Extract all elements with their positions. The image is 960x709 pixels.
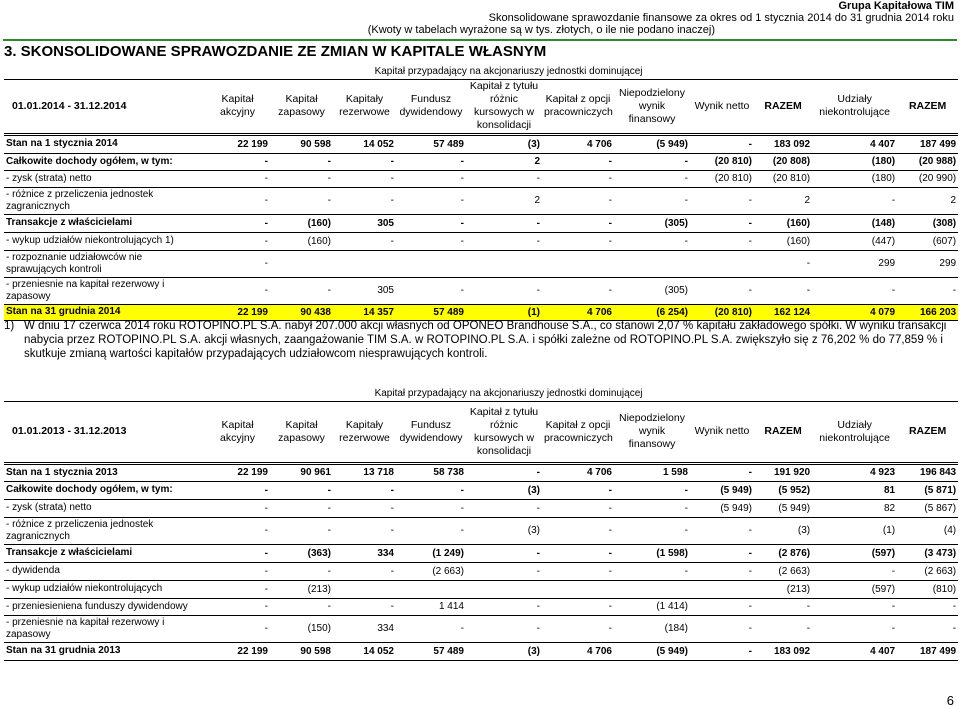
cell-value: - [270,598,333,615]
row-label: Stan na 31 grudnia 2014 [4,304,205,320]
cell-value: (20 808) [754,153,812,170]
cell-value: 183 092 [754,642,812,660]
cell-value: (5 952) [754,481,812,499]
cell-value: (5 949) [614,642,690,660]
cell-value: - [333,598,396,615]
cell-value: 196 843 [897,463,958,481]
cell-value [690,250,754,277]
cell-value: - [466,232,542,250]
cell-value: - [205,562,270,580]
table-row [4,134,958,153]
cell-value: (20 810) [690,153,754,170]
cell-value: - [205,544,270,562]
equity-changes-table-2014 [4,64,958,321]
cell-value: - [754,615,812,642]
cell-value: (810) [897,580,958,598]
cell-value: (160) [270,214,333,232]
cell-value: - [270,499,333,517]
col-header: Kapitał zapasowy [270,401,333,463]
cell-value [690,580,754,598]
cell-value: - [466,214,542,232]
cell-value: - [205,187,270,214]
cell-value: 183 092 [754,134,812,153]
company-name: Grupa Kapitałowa TIM [838,0,954,12]
cell-value: - [396,232,466,250]
cell-value: (3) [466,642,542,660]
cell-value: 1 414 [396,598,466,615]
cell-value: (20 810) [754,170,812,187]
cell-value: (180) [812,153,897,170]
cell-value: - [396,277,466,304]
cell-value: - [333,562,396,580]
cell-value: - [270,562,333,580]
period-label: 01.01.2014 - 31.12.2014 [4,79,205,134]
cell-value: - [333,153,396,170]
row-label: Całkowite dochody ogółem, w tym: [4,481,205,499]
table-row [4,544,958,562]
table-row [4,499,958,517]
cell-value: - [614,481,690,499]
cell-value: (3) [466,134,542,153]
cell-value: (213) [754,580,812,598]
cell-value: - [542,598,614,615]
cell-value: - [690,214,754,232]
table-row [4,170,958,187]
col-header: Kapitał z opcji pracowniczych [542,401,614,463]
col-header: Wynik netto [690,401,754,463]
table-row [4,598,958,615]
cell-value: (5 949) [690,499,754,517]
cell-value: 22 199 [205,304,270,320]
cell-value: 57 489 [396,304,466,320]
cell-value: - [466,615,542,642]
cell-value: - [270,277,333,304]
period-label: 01.01.2013 - 31.12.2013 [4,401,205,463]
row-label: - różnice z przeliczenia jednostek zagranicznych [4,517,205,544]
cell-value: - [396,517,466,544]
header-divider [3,39,957,41]
cell-value: (3) [466,517,542,544]
footnote-number: 1) [4,320,15,332]
cell-value: (447) [812,232,897,250]
cell-value: - [542,153,614,170]
cell-value: (4) [897,517,958,544]
cell-value: 1 598 [614,463,690,481]
cell-value [466,580,542,598]
cell-value: - [466,463,542,481]
cell-value: - [754,250,812,277]
cell-value: - [333,170,396,187]
report-subtitle: Skonsolidowane sprawozdanie finansowe za okres od 1 stycznia 2014 do 31 grudnia 2014 roku [488,12,954,24]
cell-value [333,580,396,598]
row-label: Stan na 1 stycznia 2014 [4,134,205,153]
cell-value: - [897,598,958,615]
row-label: Transakcje z właścicielami [4,214,205,232]
cell-value: 334 [333,544,396,562]
col-header: Fundusz dywidendowy [396,401,466,463]
cell-value [270,250,333,277]
cell-value: (1) [812,517,897,544]
cell-value [466,250,542,277]
cell-value: 4 407 [812,134,897,153]
cell-value: - [897,277,958,304]
cell-value: - [542,544,614,562]
cell-value: - [542,481,614,499]
row-label: Stan na 1 stycznia 2013 [4,463,205,481]
group-label: Kapitał przypadający na akcjonariuszy jednostki dominującej [205,64,812,79]
cell-value: - [205,277,270,304]
row-label: - wykup udziałów niekontrolujących 1) [4,232,205,250]
cell-value: - [614,517,690,544]
cell-value: (160) [754,214,812,232]
cell-value: - [542,517,614,544]
cell-value: - [205,170,270,187]
cell-value: - [690,562,754,580]
cell-value: - [614,232,690,250]
cell-value [614,250,690,277]
cell-value: 191 920 [754,463,812,481]
row-label: Transakcje z właścicielami [4,544,205,562]
table-row [4,615,958,642]
cell-value: - [466,598,542,615]
cell-value: (6 254) [614,304,690,320]
table-row [4,232,958,250]
cell-value: (150) [270,615,333,642]
cell-value: 90 961 [270,463,333,481]
cell-value: (5 949) [614,134,690,153]
cell-value: - [690,598,754,615]
cell-value: - [542,615,614,642]
col-header: Udziały niekontrolujące [812,401,897,463]
cell-value: - [205,580,270,598]
cell-value: - [690,187,754,214]
cell-value: 2 [754,187,812,214]
footnote [4,319,954,361]
col-header: Kapitały rezerwowe [333,79,396,134]
cell-value: 90 598 [270,642,333,660]
cell-value: - [396,153,466,170]
cell-value: (184) [614,615,690,642]
cell-value: - [270,170,333,187]
cell-value [542,580,614,598]
cell-value: (5 949) [690,481,754,499]
table-row [4,277,958,304]
cell-value: (305) [614,214,690,232]
cell-value: (1 598) [614,544,690,562]
row-label: - dywidenda [4,562,205,580]
row-label: - zysk (strata) netto [4,170,205,187]
cell-value: - [614,562,690,580]
cell-value: 305 [333,277,396,304]
table-row [4,562,958,580]
cell-value: 57 489 [396,134,466,153]
cell-value: 14 052 [333,134,396,153]
cell-value: - [542,214,614,232]
cell-value: - [754,598,812,615]
amounts-note: (Kwoty w tabelach wyrażone są w tys. złotych, o ile nie podano inaczej) [367,24,715,36]
row-label: - rozpoznanie udziałowców nie sprawujących kontroli [4,250,205,277]
cell-value: 90 438 [270,304,333,320]
row-label: - przeniesieniena funduszy dywidendowy [4,598,205,615]
cell-value: 14 357 [333,304,396,320]
cell-value: - [812,187,897,214]
cell-value: - [270,153,333,170]
cell-value: - [614,499,690,517]
col-header: Niepodzielony wynik finansowy [614,79,690,134]
cell-value: - [205,615,270,642]
col-header: Kapitał z tytułu różnic kursowych w konsolidacji [466,401,542,463]
cell-value: 22 199 [205,134,270,153]
cell-value: (1 414) [614,598,690,615]
cell-value: (180) [812,170,897,187]
cell-value: - [897,615,958,642]
table-row [4,304,958,320]
cell-value: - [690,642,754,660]
cell-value: 57 489 [396,642,466,660]
cell-value: - [333,187,396,214]
cell-value: - [333,232,396,250]
cell-value: - [205,598,270,615]
cell-value: 162 124 [754,304,812,320]
cell-value: 4 079 [812,304,897,320]
cell-value: - [205,232,270,250]
cell-value [542,250,614,277]
table-row [4,481,958,499]
cell-value: (1) [466,304,542,320]
cell-value [333,250,396,277]
cell-value: (2 663) [897,562,958,580]
cell-value: - [542,499,614,517]
cell-value: 187 499 [897,642,958,660]
cell-value: - [690,277,754,304]
table-row [4,463,958,481]
cell-value: 2 [897,187,958,214]
col-header: Kapitały rezerwowe [333,401,396,463]
cell-value: - [542,170,614,187]
cell-value: - [542,232,614,250]
equity-changes-table-2013 [4,386,958,661]
cell-value: 2 [466,187,542,214]
cell-value: (20 810) [690,170,754,187]
cell-value: - [270,481,333,499]
row-label: Stan na 31 grudnia 2013 [4,642,205,660]
col-header: Udziały niekontrolujące [812,79,897,134]
cell-value: (3) [754,517,812,544]
col-header: RAZEM [754,401,812,463]
cell-value: (597) [812,580,897,598]
cell-value: - [396,214,466,232]
cell-value: (305) [614,277,690,304]
cell-value: - [205,153,270,170]
cell-value: (3) [466,481,542,499]
page-number: 6 [946,693,954,708]
cell-value: - [812,562,897,580]
cell-value: 305 [333,214,396,232]
cell-value: - [542,277,614,304]
cell-value [396,250,466,277]
table-row [4,642,958,660]
cell-value: - [614,153,690,170]
row-label: Całkowite dochody ogółem, w tym: [4,153,205,170]
cell-value: - [466,499,542,517]
cell-value: - [690,134,754,153]
row-label: - przeniesnie na kapitał rezerwowy i zapasowy [4,277,205,304]
table-row [4,517,958,544]
col-header: Kapitał akcyjny [205,401,270,463]
cell-value: - [205,517,270,544]
table-row [4,153,958,170]
cell-value: (148) [812,214,897,232]
cell-value: - [205,250,270,277]
cell-value: - [754,277,812,304]
cell-value: (160) [754,232,812,250]
cell-value: (213) [270,580,333,598]
cell-value: - [614,170,690,187]
cell-value: (597) [812,544,897,562]
row-label: - przeniesnie na kapitał rezerwowy i zapasowy [4,615,205,642]
cell-value: (2 663) [754,562,812,580]
cell-value: - [690,615,754,642]
cell-value: - [690,463,754,481]
cell-value: 13 718 [333,463,396,481]
row-label: - wykup udziałów niekontrolujących [4,580,205,598]
cell-value: 82 [812,499,897,517]
cell-value: (20 990) [897,170,958,187]
cell-value: 22 199 [205,642,270,660]
cell-value: - [270,517,333,544]
cell-value: - [812,615,897,642]
cell-value: 334 [333,615,396,642]
page-header [0,0,960,36]
cell-value: - [396,481,466,499]
cell-value: 4 706 [542,304,614,320]
cell-value: - [812,277,897,304]
cell-value: - [466,562,542,580]
cell-value: (607) [897,232,958,250]
cell-value: - [690,517,754,544]
cell-value: - [396,615,466,642]
row-label: - różnice z przeliczenia jednostek zagranicznych [4,187,205,214]
cell-value: 166 203 [897,304,958,320]
cell-value [396,580,466,598]
cell-value: 4 923 [812,463,897,481]
col-header: Fundusz dywidendowy [396,79,466,134]
table-row [4,250,958,277]
cell-value: - [466,544,542,562]
cell-value: (20 810) [690,304,754,320]
cell-value: 4 706 [542,134,614,153]
cell-value: (5 871) [897,481,958,499]
cell-value: - [466,170,542,187]
cell-value: - [466,277,542,304]
footnote-text: W dniu 17 czerwca 2014 roku ROTOPINO.PL S.A. nabył 207.000 akcji własnych od OPONEO Brandhouse S.A., co stanowi 2,07 % kapitału zakładowego spółki. W wyniku transakcji nabycia przez ROTOPINO.PL S.A. akcji własnych, zaangażowanie TIM S.A. w ROTOPINO.PL S.A. i spółki zależne od ROTOPINO.PL S.A. zwiększyło się z 76,202 % do 77,859 % i skutkuje zmianą wartości kapitałów przypadających udziałowcom niesprawujących kontroli. [24,320,947,360]
cell-value: 4 706 [542,642,614,660]
cell-value: (160) [270,232,333,250]
col-header: Kapitał z opcji pracowniczych [542,79,614,134]
cell-value: - [614,187,690,214]
cell-value: (2 663) [396,562,466,580]
cell-value: (5 867) [897,499,958,517]
cell-value: 90 598 [270,134,333,153]
col-header: RAZEM [897,79,958,134]
cell-value: - [690,544,754,562]
col-header: Kapitał zapasowy [270,79,333,134]
cell-value: 81 [812,481,897,499]
col-header: Wynik netto [690,79,754,134]
col-header: RAZEM [897,401,958,463]
cell-value: - [690,232,754,250]
cell-value: - [542,187,614,214]
cell-value [614,580,690,598]
cell-value: 299 [812,250,897,277]
cell-value: (2 876) [754,544,812,562]
cell-value: (308) [897,214,958,232]
cell-value: - [205,481,270,499]
cell-value: - [205,214,270,232]
col-header: Kapitał akcyjny [205,79,270,134]
cell-value: 22 199 [205,463,270,481]
cell-value: (20 988) [897,153,958,170]
section-title: 3. SKONSOLIDOWANE SPRAWOZDANIE ZE ZMIAN W KAPITALE WŁASNYM [4,43,547,60]
group-label: Kapitał przypadający na akcjonariuszy jednostki dominującej [205,386,812,401]
col-header: Niepodzielony wynik finansowy [614,401,690,463]
col-header: RAZEM [754,79,812,134]
cell-value: (1 249) [396,544,466,562]
cell-value: - [542,562,614,580]
cell-value: - [205,499,270,517]
cell-value: - [333,517,396,544]
cell-value: - [396,187,466,214]
cell-value: 4 706 [542,463,614,481]
cell-value: - [270,187,333,214]
cell-value: (5 949) [754,499,812,517]
cell-value: 14 052 [333,642,396,660]
cell-value: (3 473) [897,544,958,562]
row-label: - zysk (strata) netto [4,499,205,517]
cell-value: - [812,598,897,615]
cell-value: 58 738 [396,463,466,481]
table-row [4,580,958,598]
col-header: Kapitał z tytułu różnic kursowych w konsolidacji [466,79,542,134]
cell-value: 4 407 [812,642,897,660]
cell-value: - [396,170,466,187]
cell-value: (363) [270,544,333,562]
cell-value: - [396,499,466,517]
cell-value: - [333,481,396,499]
cell-value: - [333,499,396,517]
table-row [4,214,958,232]
cell-value: 299 [897,250,958,277]
cell-value: 187 499 [897,134,958,153]
table-row [4,187,958,214]
cell-value: 2 [466,153,542,170]
